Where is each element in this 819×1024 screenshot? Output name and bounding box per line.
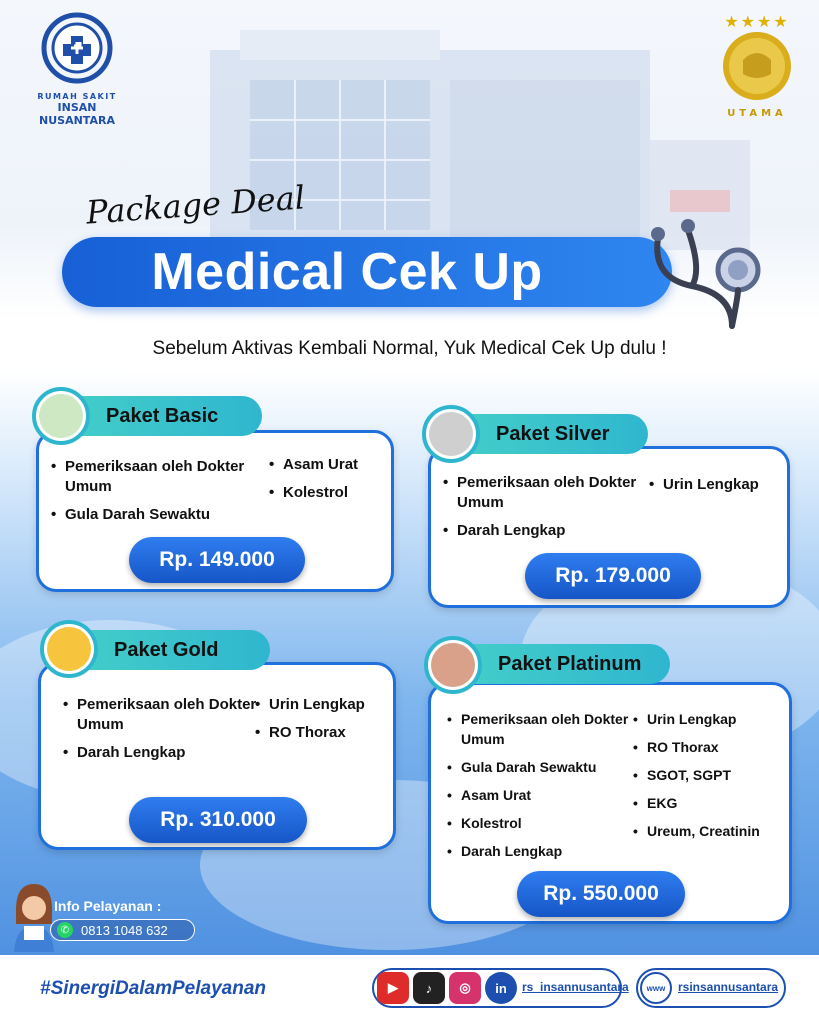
list-item: • Kolestrol bbox=[267, 483, 387, 503]
list-item: • Pemeriksaan oleh Dokter Umum bbox=[49, 457, 259, 497]
whatsapp-contact[interactable] bbox=[50, 919, 195, 941]
silver-title: Paket Silver bbox=[496, 422, 610, 445]
medal-icon bbox=[721, 30, 793, 102]
globe-icon: www bbox=[640, 972, 672, 1004]
list-item: • Darah Lengkap bbox=[61, 743, 261, 763]
list-item: • Asam Urat bbox=[267, 455, 387, 475]
platinum-items-col1 bbox=[445, 709, 635, 869]
gold-color-icon bbox=[47, 627, 91, 671]
youtube-icon[interactable]: ▶ bbox=[377, 972, 409, 1004]
list-item: • Gula Darah Sewaktu bbox=[49, 505, 259, 525]
list-item: • Gula Darah Sewaktu bbox=[445, 757, 635, 777]
platinum-color-icon bbox=[431, 643, 475, 687]
gold-items-col1 bbox=[61, 695, 261, 771]
logo-line2: INSAN NUSANTARA bbox=[39, 101, 115, 127]
info-label: Info Pelayanan : bbox=[54, 898, 162, 914]
list-item: • RO Thorax bbox=[253, 723, 393, 743]
silver-items-col1 bbox=[441, 473, 651, 549]
instagram-icon[interactable]: ◎ bbox=[449, 972, 481, 1004]
basic-price-button[interactable]: Rp. 149.000 bbox=[129, 537, 305, 583]
list-item: • SGOT, SGPT bbox=[631, 765, 791, 785]
gold-title: Paket Gold bbox=[114, 638, 219, 661]
list-item: • Ureum, Creatinin bbox=[631, 821, 791, 841]
phone-number: 0813 1048 632 bbox=[81, 922, 168, 938]
list-item: • Kolestrol bbox=[445, 813, 635, 833]
accreditation-badge bbox=[712, 12, 802, 119]
gold-price-button[interactable]: Rp. 310.000 bbox=[129, 797, 307, 843]
list-item: • Urin Lengkap bbox=[253, 695, 393, 715]
package-card-platinum[interactable] bbox=[428, 682, 792, 924]
hospital-logo-icon bbox=[41, 12, 113, 84]
accreditation-label: UTAMA bbox=[727, 108, 787, 119]
title-banner bbox=[62, 237, 672, 307]
list-item: • Urin Lengkap bbox=[647, 475, 787, 495]
package-card-silver[interactable] bbox=[428, 446, 790, 608]
package-card-gold[interactable] bbox=[38, 662, 396, 850]
linkedin-icon[interactable]: in bbox=[485, 972, 517, 1004]
basic-items-col1 bbox=[49, 457, 259, 533]
customer-service-avatar bbox=[8, 880, 56, 952]
hashtag: #SinergiDalamPelayanan bbox=[40, 978, 266, 999]
basic-items-col2 bbox=[267, 455, 387, 511]
list-item: • Darah Lengkap bbox=[445, 841, 635, 861]
gold-color-disc bbox=[40, 620, 98, 678]
list-item: • Pemeriksaan oleh Dokter Umum bbox=[441, 473, 651, 513]
list-item: • Darah Lengkap bbox=[441, 521, 651, 541]
silver-color-icon bbox=[429, 412, 473, 456]
list-item: • Pemeriksaan oleh Dokter Umum bbox=[445, 709, 635, 749]
stethoscope-icon bbox=[640, 208, 770, 338]
basic-color-icon bbox=[39, 394, 83, 438]
silver-items-col2 bbox=[647, 475, 787, 503]
list-item: • EKG bbox=[631, 793, 791, 813]
page-title: Medical Cek Up bbox=[151, 243, 543, 301]
logo-line1: RUMAH SAKIT bbox=[37, 92, 117, 101]
basic-color-disc bbox=[32, 387, 90, 445]
script-title: Package Deal bbox=[84, 178, 307, 232]
silver-price-button[interactable]: Rp. 179.000 bbox=[525, 553, 701, 599]
website-link[interactable]: rsinsannusantara bbox=[678, 980, 779, 994]
star-icons: ★★★★ bbox=[724, 12, 790, 31]
basic-title: Paket Basic bbox=[106, 404, 219, 427]
list-item: • Asam Urat bbox=[445, 785, 635, 805]
list-item: • RO Thorax bbox=[631, 737, 791, 757]
gold-items-col2 bbox=[253, 695, 393, 751]
list-item: • Urin Lengkap bbox=[631, 709, 791, 729]
silver-color-disc bbox=[422, 405, 480, 463]
list-item: • Pemeriksaan oleh Dokter Umum bbox=[61, 695, 261, 735]
tiktok-icon[interactable]: ♪ bbox=[413, 972, 445, 1004]
platinum-price-button[interactable]: Rp. 550.000 bbox=[517, 871, 685, 917]
social-handle-link[interactable]: rs_insannusantara bbox=[522, 980, 629, 994]
page-subtitle: Sebelum Aktivas Kembali Normal, Yuk Medical Cek Up dulu ! bbox=[152, 338, 667, 359]
hospital-logo[interactable] bbox=[22, 12, 132, 127]
platinum-color-disc bbox=[424, 636, 482, 694]
platinum-items-col2 bbox=[631, 709, 791, 849]
whatsapp-icon: ✆ bbox=[57, 922, 73, 938]
platinum-title: Paket Platinum bbox=[498, 652, 642, 675]
package-card-basic[interactable] bbox=[36, 430, 394, 592]
